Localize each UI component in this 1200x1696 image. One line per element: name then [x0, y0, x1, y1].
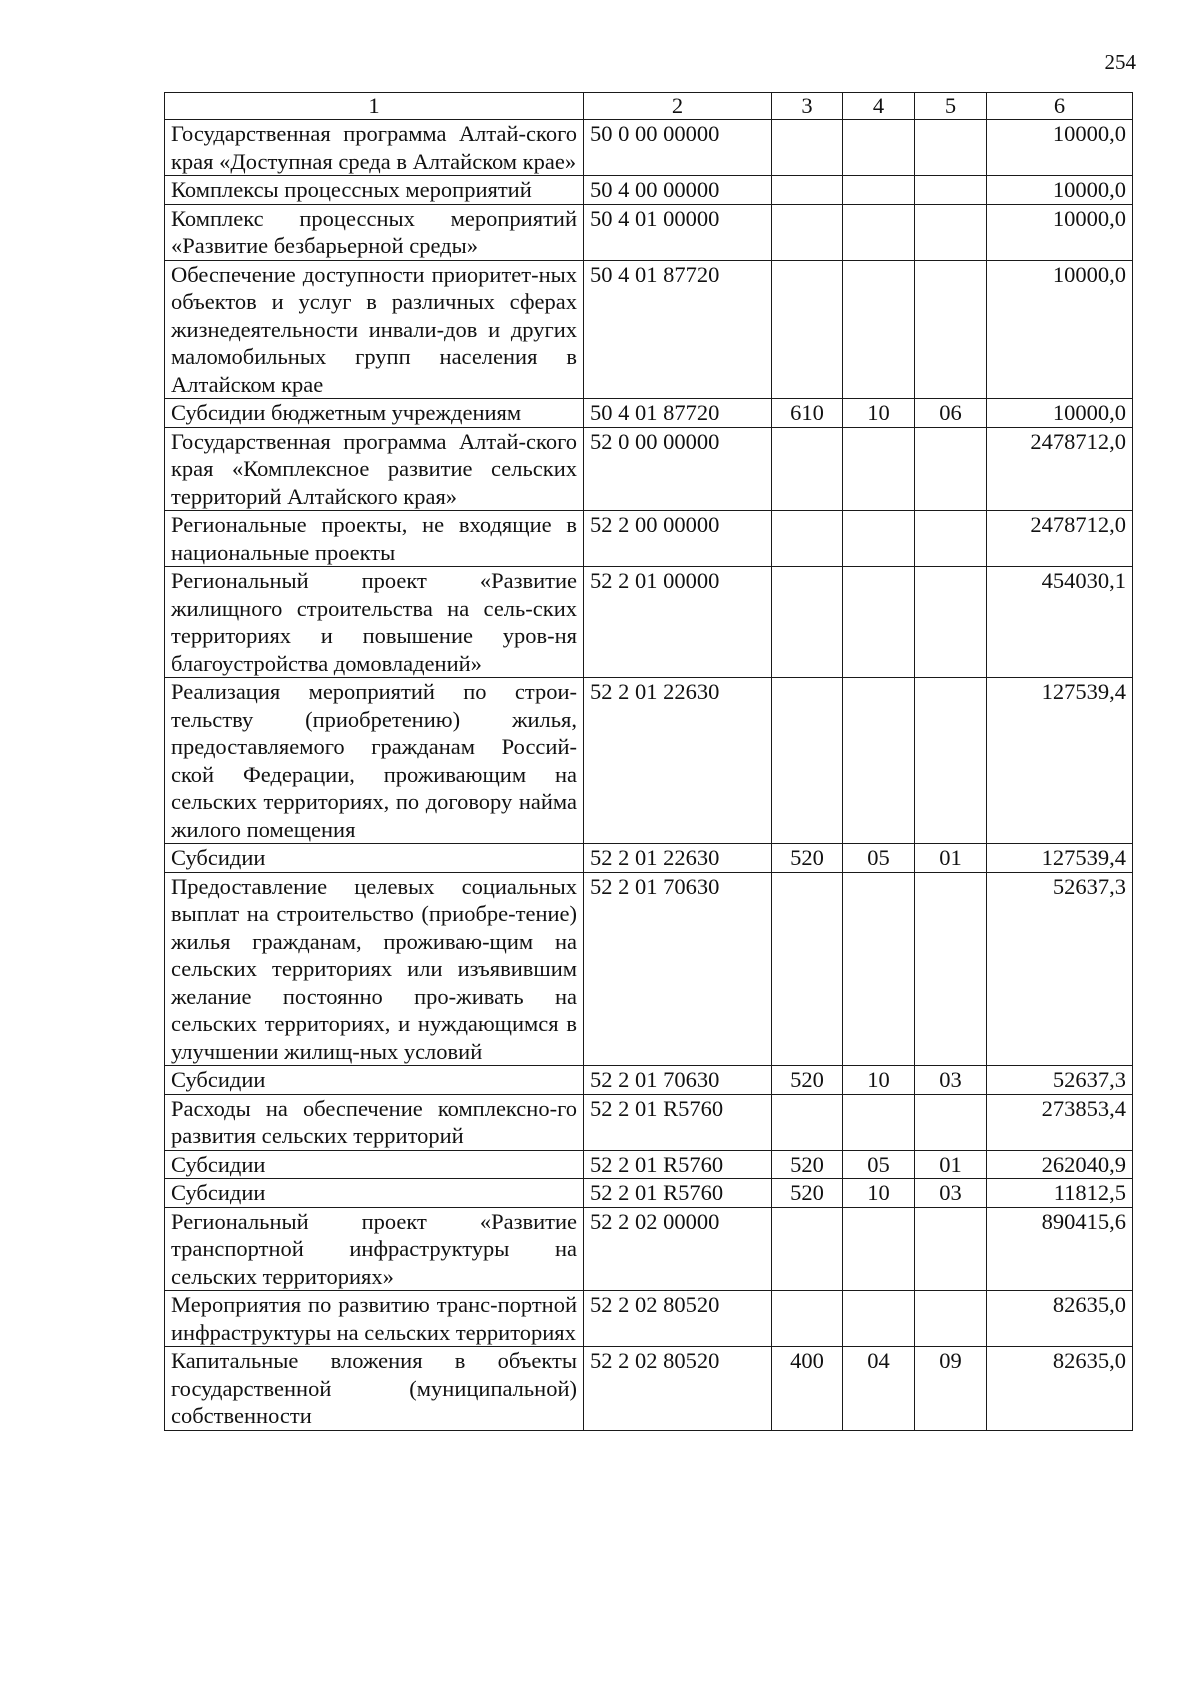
row-code-cell: 52 2 01 22630 — [584, 678, 772, 844]
row-name-cell: Региональный проект «Развитие жилищного строительства на сель-ских территориях и повышение уров-ня благоустройства домовладений» — [165, 567, 584, 678]
table-row — [165, 678, 1133, 844]
row-col4-cell: 05 — [843, 1150, 915, 1179]
row-col3-cell — [772, 427, 843, 511]
row-col5-cell: 06 — [915, 399, 987, 428]
table-row — [165, 1179, 1133, 1208]
row-col3-cell — [772, 567, 843, 678]
row-col3-cell: 520 — [772, 1150, 843, 1179]
row-name-cell: Субсидии — [165, 1066, 584, 1095]
row-col4-cell — [843, 427, 915, 511]
table-row — [165, 1150, 1133, 1179]
row-amount-cell: 10000,0 — [987, 176, 1133, 205]
row-col3-cell — [772, 872, 843, 1066]
row-name-cell: Реализация мероприятий по строи-тельству (приобретению) жилья, предоставляемого гражданам Россий-ской Федерации, проживающим на сельских территориях, по договору найма жилого помещения — [165, 678, 584, 844]
row-amount-cell: 52637,3 — [987, 872, 1133, 1066]
row-col4-cell: 10 — [843, 1066, 915, 1095]
table-row — [165, 872, 1133, 1066]
row-col3-cell: 610 — [772, 399, 843, 428]
row-name-cell: Субсидии — [165, 1179, 584, 1208]
row-amount-cell: 82635,0 — [987, 1291, 1133, 1347]
row-amount-cell: 127539,4 — [987, 844, 1133, 873]
header-cell-5: 5 — [915, 93, 987, 120]
row-col3-cell — [772, 1207, 843, 1291]
row-col3-cell — [772, 120, 843, 176]
row-name-cell: Предоставление целевых социальных выплат на строительство (приобре-тение) жилья гражданам, проживаю-щим на сельских территориях или изъявившим желание постоянно про-живать на сельских территориях, и нуждающимся в улучшении жилищ-ных условий — [165, 872, 584, 1066]
row-col4-cell — [843, 511, 915, 567]
header-cell-1: 1 — [165, 93, 584, 120]
header-row — [165, 93, 1133, 120]
page-number: 254 — [1104, 50, 1136, 74]
table-row — [165, 120, 1133, 176]
row-amount-cell: 52637,3 — [987, 1066, 1133, 1095]
row-col5-cell: 09 — [915, 1347, 987, 1431]
row-col5-cell: 01 — [915, 844, 987, 873]
row-code-cell: 50 4 00 00000 — [584, 176, 772, 205]
row-name-cell: Расходы на обеспечение комплексно-го развития сельских территорий — [165, 1094, 584, 1150]
table-row — [165, 511, 1133, 567]
row-col4-cell — [843, 567, 915, 678]
table-row — [165, 1066, 1133, 1095]
table-row — [165, 1207, 1133, 1291]
row-col3-cell: 520 — [772, 844, 843, 873]
row-col4-cell: 10 — [843, 1179, 915, 1208]
table-row — [165, 427, 1133, 511]
row-code-cell: 52 2 01 R5760 — [584, 1179, 772, 1208]
table-row — [165, 176, 1133, 205]
row-col4-cell — [843, 678, 915, 844]
row-code-cell: 52 2 01 70630 — [584, 872, 772, 1066]
row-col5-cell — [915, 678, 987, 844]
row-col5-cell — [915, 511, 987, 567]
row-col5-cell: 03 — [915, 1066, 987, 1095]
row-col4-cell — [843, 1207, 915, 1291]
row-col3-cell — [772, 511, 843, 567]
row-col5-cell — [915, 872, 987, 1066]
header-cell-4: 4 — [843, 93, 915, 120]
row-name-cell: Субсидии — [165, 844, 584, 873]
row-code-cell: 52 2 02 00000 — [584, 1207, 772, 1291]
table-row — [165, 260, 1133, 399]
row-col4-cell — [843, 120, 915, 176]
row-amount-cell: 11812,5 — [987, 1179, 1133, 1208]
row-amount-cell: 2478712,0 — [987, 511, 1133, 567]
row-amount-cell: 262040,9 — [987, 1150, 1133, 1179]
table-row — [165, 567, 1133, 678]
row-amount-cell: 127539,4 — [987, 678, 1133, 844]
row-amount-cell: 82635,0 — [987, 1347, 1133, 1431]
row-name-cell: Государственная программа Алтай-ского края «Комплексное развитие сельских территорий Алтайского края» — [165, 427, 584, 511]
row-col3-cell: 520 — [772, 1179, 843, 1208]
row-col4-cell — [843, 1291, 915, 1347]
row-col5-cell — [915, 1207, 987, 1291]
row-amount-cell: 10000,0 — [987, 260, 1133, 399]
row-amount-cell: 10000,0 — [987, 204, 1133, 260]
row-col5-cell — [915, 1291, 987, 1347]
table-row — [165, 1094, 1133, 1150]
row-name-cell: Региональный проект «Развитие транспортной инфраструктуры на сельских территориях» — [165, 1207, 584, 1291]
row-amount-cell: 454030,1 — [987, 567, 1133, 678]
table-row — [165, 1347, 1133, 1431]
row-code-cell: 52 0 00 00000 — [584, 427, 772, 511]
row-col4-cell: 10 — [843, 399, 915, 428]
row-code-cell: 52 2 01 00000 — [584, 567, 772, 678]
row-code-cell: 50 4 01 87720 — [584, 260, 772, 399]
row-col5-cell — [915, 1094, 987, 1150]
row-col3-cell — [772, 260, 843, 399]
row-name-cell: Мероприятия по развитию транс-портной инфраструктуры на сельских территориях — [165, 1291, 584, 1347]
row-name-cell: Субсидии — [165, 1150, 584, 1179]
row-amount-cell: 273853,4 — [987, 1094, 1133, 1150]
row-col5-cell — [915, 260, 987, 399]
header-cell-3: 3 — [772, 93, 843, 120]
row-col4-cell: 05 — [843, 844, 915, 873]
table-row — [165, 844, 1133, 873]
row-col3-cell: 520 — [772, 1066, 843, 1095]
row-amount-cell: 10000,0 — [987, 399, 1133, 428]
row-code-cell: 50 4 01 00000 — [584, 204, 772, 260]
row-code-cell: 52 2 02 80520 — [584, 1347, 772, 1431]
row-col4-cell — [843, 176, 915, 205]
table-body — [165, 120, 1133, 1431]
row-col4-cell — [843, 872, 915, 1066]
row-name-cell: Комплексы процессных мероприятий — [165, 176, 584, 205]
row-code-cell: 52 2 01 R5760 — [584, 1094, 772, 1150]
budget-table — [164, 92, 1133, 1431]
row-code-cell: 52 2 01 70630 — [584, 1066, 772, 1095]
row-name-cell: Обеспечение доступности приоритет-ных объектов и услуг в различных сферах жизнедеятельности инвали-дов и других маломобильных групп населения в Алтайском крае — [165, 260, 584, 399]
row-col5-cell: 01 — [915, 1150, 987, 1179]
row-col4-cell — [843, 260, 915, 399]
row-col4-cell: 04 — [843, 1347, 915, 1431]
header-cell-6: 6 — [987, 93, 1133, 120]
table-row — [165, 204, 1133, 260]
row-amount-cell: 2478712,0 — [987, 427, 1133, 511]
row-name-cell: Комплекс процессных мероприятий «Развитие безбарьерной среды» — [165, 204, 584, 260]
row-col5-cell — [915, 427, 987, 511]
row-code-cell: 52 2 00 00000 — [584, 511, 772, 567]
row-name-cell: Субсидии бюджетным учреждениям — [165, 399, 584, 428]
row-col4-cell — [843, 1094, 915, 1150]
table-row — [165, 1291, 1133, 1347]
row-col3-cell — [772, 678, 843, 844]
row-col3-cell — [772, 204, 843, 260]
row-code-cell: 52 2 02 80520 — [584, 1291, 772, 1347]
row-col3-cell — [772, 1094, 843, 1150]
row-col5-cell — [915, 176, 987, 205]
row-name-cell: Капитальные вложения в объекты государственной (муниципальной) собственности — [165, 1347, 584, 1431]
row-col4-cell — [843, 204, 915, 260]
row-code-cell: 50 0 00 00000 — [584, 120, 772, 176]
row-col3-cell: 400 — [772, 1347, 843, 1431]
row-col5-cell — [915, 567, 987, 678]
row-code-cell: 52 2 01 22630 — [584, 844, 772, 873]
row-amount-cell: 10000,0 — [987, 120, 1133, 176]
row-col5-cell: 03 — [915, 1179, 987, 1208]
row-col5-cell — [915, 120, 987, 176]
header-cell-2: 2 — [584, 93, 772, 120]
row-name-cell: Государственная программа Алтай-ского края «Доступная среда в Алтайском крае» — [165, 120, 584, 176]
row-col3-cell — [772, 176, 843, 205]
row-code-cell: 52 2 01 R5760 — [584, 1150, 772, 1179]
row-amount-cell: 890415,6 — [987, 1207, 1133, 1291]
row-name-cell: Региональные проекты, не входящие в национальные проекты — [165, 511, 584, 567]
row-col3-cell — [772, 1291, 843, 1347]
row-code-cell: 50 4 01 87720 — [584, 399, 772, 428]
row-col5-cell — [915, 204, 987, 260]
table-row — [165, 399, 1133, 428]
